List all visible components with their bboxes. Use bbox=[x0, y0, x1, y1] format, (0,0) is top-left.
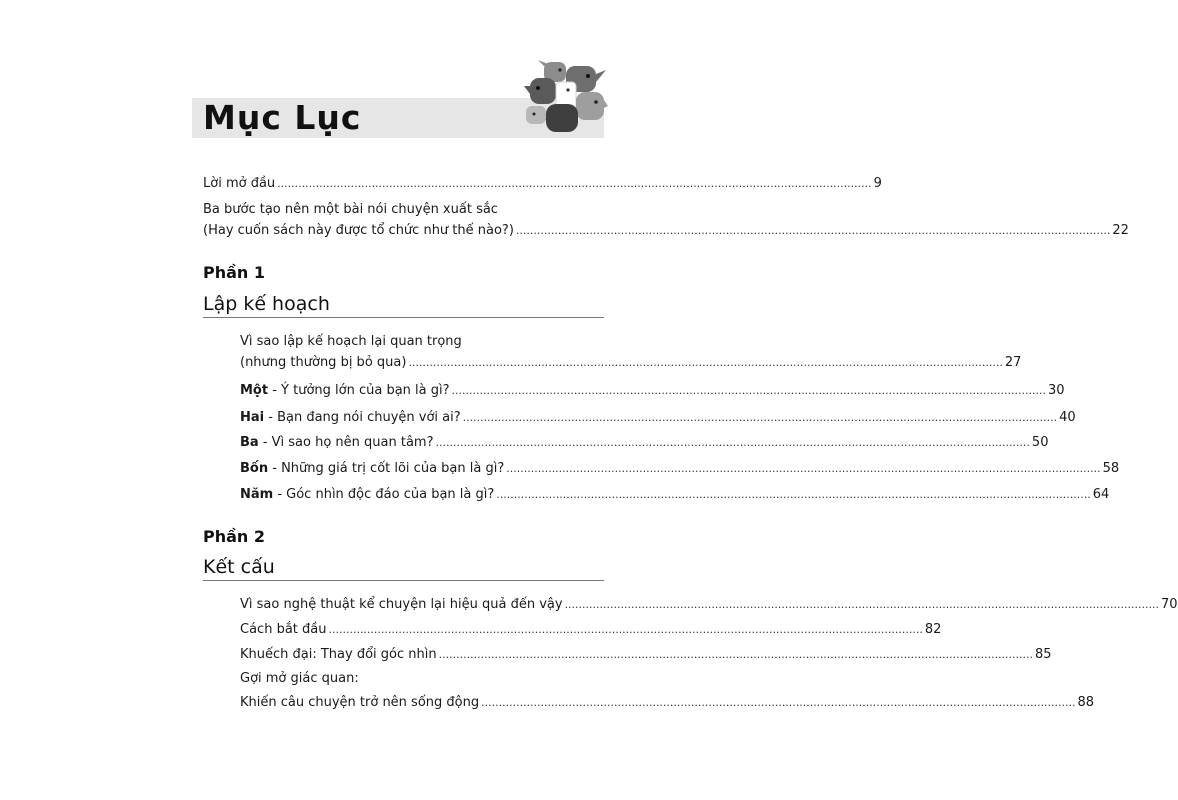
page-number: 85 bbox=[1035, 647, 1052, 662]
entry-title-line1: Gợi mở giác quan: bbox=[240, 671, 359, 686]
page-number: 64 bbox=[1092, 487, 1110, 502]
entry-title: - Góc nhìn độc đáo của bạn là gì? bbox=[273, 487, 495, 502]
page-number: 9 bbox=[873, 176, 882, 191]
leader-dots: .......................................................................................................................................................................... bbox=[515, 224, 1111, 237]
toc-entry[interactable] bbox=[240, 646, 1052, 664]
page-number: 40 bbox=[1059, 410, 1076, 425]
leader-dots: .......................................................................................................................................................................... bbox=[462, 411, 1058, 424]
part-title: Lập kế hoạch bbox=[203, 293, 330, 315]
leader-dots: .......................................................................................................................................................................... bbox=[328, 623, 923, 636]
entry-title: - Những giá trị cốt lõi của bạn là gì? bbox=[268, 461, 505, 476]
entry-title: - Ý tưởng lớn của bạn là gì? bbox=[268, 383, 450, 398]
toc-entry[interactable] bbox=[240, 694, 1095, 712]
entry-title: Cách bắt đầu bbox=[240, 622, 327, 637]
entry-number: Hai bbox=[240, 410, 265, 425]
leader-dots: .......................................................................................................................................................................... bbox=[438, 648, 1034, 661]
toc-entry[interactable] bbox=[240, 621, 942, 639]
entry-number: Bốn bbox=[240, 461, 269, 476]
toc-entry[interactable] bbox=[240, 596, 1178, 614]
entry-title: (nhưng thường bị bỏ qua) bbox=[240, 355, 407, 370]
toc-entry[interactable] bbox=[240, 382, 1065, 400]
part-title: Kết cấu bbox=[203, 556, 275, 578]
entry-title-line1: Vì sao lập kế hoạch lại quan trọng bbox=[240, 334, 462, 349]
page-number: 82 bbox=[924, 622, 942, 637]
leader-dots: .......................................................................................................................................................................... bbox=[277, 177, 872, 190]
page-number: 70 bbox=[1160, 597, 1178, 612]
toc-entry[interactable] bbox=[240, 486, 1110, 504]
speech-bubble-birds-icon bbox=[524, 56, 608, 136]
entry-title: - Vì sao họ nên quan tâm? bbox=[258, 435, 434, 450]
part-label: Phần 2 bbox=[203, 527, 266, 546]
page-number: 58 bbox=[1102, 461, 1120, 476]
entry-number: Ba bbox=[240, 435, 259, 450]
page-number: 30 bbox=[1047, 383, 1065, 398]
leader-dots: .......................................................................................................................................................................... bbox=[564, 598, 1159, 611]
entry-title: Lời mở đầu bbox=[203, 176, 276, 191]
entry-title: Khuếch đại: Thay đổi góc nhìn bbox=[240, 647, 437, 662]
page-number: 22 bbox=[1112, 223, 1129, 238]
page-number: 50 bbox=[1031, 435, 1049, 450]
entry-title: (Hay cuốn sách này được tổ chức như thế nào?) bbox=[203, 223, 514, 238]
page-title: Mục Lục bbox=[203, 98, 362, 137]
toc-entry[interactable] bbox=[240, 460, 1120, 478]
toc-entry[interactable] bbox=[240, 409, 1076, 427]
part-label: Phần 1 bbox=[203, 263, 266, 282]
leader-dots: .......................................................................................................................................................................... bbox=[481, 696, 1076, 709]
toc-entry[interactable] bbox=[203, 175, 882, 193]
entry-title-line1: Ba bước tạo nên một bài nói chuyện xuất sắc bbox=[203, 202, 498, 217]
divider bbox=[203, 317, 604, 318]
toc-entry[interactable] bbox=[240, 434, 1049, 452]
entry-number: Một bbox=[240, 383, 269, 398]
entry-title: - Bạn đang nói chuyện với ai? bbox=[264, 410, 461, 425]
entry-title: Vì sao nghệ thuật kể chuyện lại hiệu quả đến vậy bbox=[240, 597, 563, 612]
leader-dots: .......................................................................................................................................................................... bbox=[506, 462, 1101, 475]
divider bbox=[203, 580, 604, 581]
leader-dots: .......................................................................................................................................................................... bbox=[496, 488, 1091, 501]
leader-dots: .......................................................................................................................................................................... bbox=[451, 384, 1046, 397]
entry-title: Khiến câu chuyện trở nên sống động bbox=[240, 695, 480, 710]
toc-entry[interactable] bbox=[240, 354, 1022, 372]
toc-entry[interactable] bbox=[203, 222, 1129, 240]
page-number: 27 bbox=[1004, 355, 1022, 370]
entry-number: Năm bbox=[240, 487, 274, 502]
page-number: 88 bbox=[1077, 695, 1095, 710]
leader-dots: .......................................................................................................................................................................... bbox=[408, 356, 1003, 369]
leader-dots: .......................................................................................................................................................................... bbox=[435, 436, 1030, 449]
